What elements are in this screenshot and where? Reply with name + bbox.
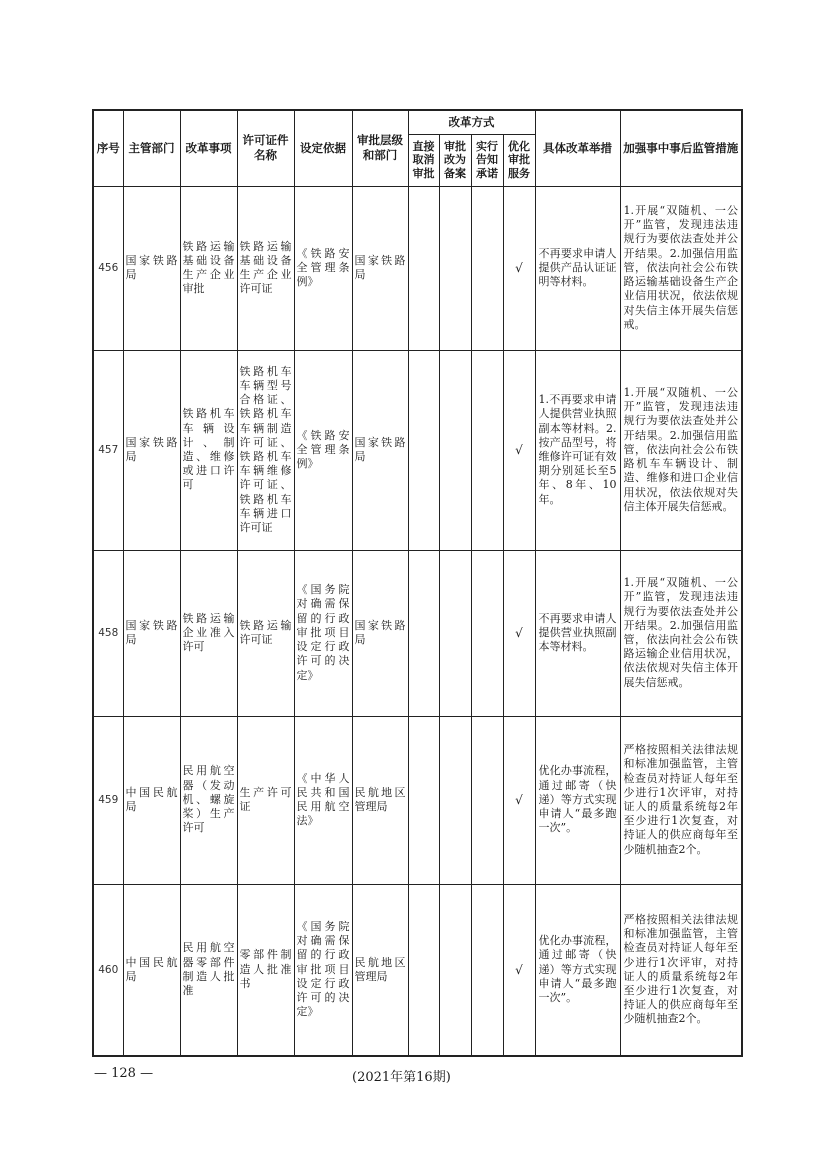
row-mode-notify <box>471 186 503 350</box>
row-basis: 《中华人民共和国民用航空法》 <box>296 771 350 828</box>
header-dept: 主管部门 <box>123 110 180 186</box>
row-level: 民航地区管理局 <box>354 785 406 813</box>
reform-table <box>92 109 743 1057</box>
row-measures: 不再要求申请人提供营业执照副本等材料。 <box>538 611 617 654</box>
row-dept: 中国民航局 <box>125 785 178 813</box>
row-license: 零部件制造人批准书 <box>239 948 292 990</box>
header-basis: 设定依据 <box>294 110 352 186</box>
header-item: 改革事项 <box>180 110 237 186</box>
row-supervision: 1.开展“双随机、一公开”监管，发现违法违规行为要依法查处并公开结果。2.加强信用监管，依法向社会公布铁路机车车辆设计、制造、维修和进口企业信用状况，依法依规对失信主体开展失信惩戒。 <box>623 386 738 513</box>
row-seq: 456 <box>93 186 123 350</box>
row-seq: 459 <box>93 716 123 884</box>
row-mode-notify <box>471 884 503 1056</box>
table-row <box>93 186 742 350</box>
row-mode-optimize: √ <box>503 350 535 550</box>
row-measures: 1.不再要求申请人提供营业执照副本等材料。2.按产品型号，将维修许可证有效期分别延长至5年、8年、10年。 <box>538 393 617 506</box>
page-number: — 128 — <box>94 1066 154 1081</box>
header-license: 许可证件名称 <box>237 110 294 186</box>
row-dept: 国家铁路局 <box>125 435 178 463</box>
row-seq: 460 <box>93 884 123 1056</box>
header-supervision: 加强事中事后监管措施 <box>620 110 742 186</box>
header-mode-direct: 直接取消审批 <box>408 134 439 186</box>
row-level: 国家铁路局 <box>354 618 406 646</box>
row-mode-filing <box>439 350 471 550</box>
table-row <box>93 350 742 550</box>
row-dept: 中国民航局 <box>125 955 178 983</box>
row-basis: 《铁路安全管理条例》 <box>296 246 350 289</box>
row-mode-optimize: √ <box>503 550 535 716</box>
row-license: 铁路机车车辆型号合格证、铁路机车车辆制造许可证、铁路机车车辆维修许可证、铁路机车车辆进口许可证 <box>239 364 292 535</box>
row-mode-direct <box>408 186 439 350</box>
row-mode-optimize: √ <box>503 186 535 350</box>
row-item: 铁路运输企业准入许可 <box>182 611 235 654</box>
row-license: 生产许可证 <box>239 785 292 813</box>
row-mode-filing <box>439 186 471 350</box>
row-mode-notify <box>471 350 503 550</box>
row-basis: 《铁路安全管理条例》 <box>296 428 350 471</box>
row-mode-notify <box>471 716 503 884</box>
row-mode-notify <box>471 550 503 716</box>
row-mode-direct <box>408 716 439 884</box>
table-row <box>93 716 742 884</box>
header-mode-notify: 实行告知承诺 <box>471 134 503 186</box>
row-measures: 不再要求申请人提供产品认证证明等材料。 <box>538 246 617 289</box>
row-level: 国家铁路局 <box>354 253 406 281</box>
row-supervision: 1.开展“双随机、一公开”监管，发现违法违规行为要依法查处并公开结果。2.加强信用监管，依法向社会公布铁路运输基础设备生产企业信用状况，依法依规对失信主体开展失信惩戒。 <box>623 204 738 331</box>
row-item: 铁路机车车辆设计、制造、维修或进口许可 <box>182 407 235 492</box>
header-reform-group: 改革方式 <box>408 110 535 134</box>
row-item: 民用航空器零部件制造人批准 <box>182 941 235 997</box>
header-seq: 序号 <box>93 110 123 186</box>
row-dept: 国家铁路局 <box>125 618 178 646</box>
row-mode-direct <box>408 550 439 716</box>
row-supervision: 1.开展“双随机、一公开”监管，发现违法违规行为要依法查处并公开结果。2.加强信用监管，依法向社会公布铁路运输企业信用状况，依法依规对失信主体开展失信惩戒。 <box>623 576 738 689</box>
row-measures: 优化办事流程，通过邮寄（快递）等方式实现申请人“最多跑一次”。 <box>538 934 617 1005</box>
row-supervision: 严格按照相关法律法规和标准加强监管，主管检查员对持证人每年至少进行1次评审，对持证人的质量系统每2年至少进行1次复查，对持证人的供应商每年至少随机抽查2个。 <box>623 743 738 856</box>
issue-label: (2021年第16期) <box>352 1070 451 1085</box>
row-level: 民航地区管理局 <box>354 955 406 983</box>
row-item: 铁路运输基础设备生产企业审批 <box>182 239 235 296</box>
row-seq: 458 <box>93 550 123 716</box>
row-mode-direct <box>408 884 439 1056</box>
row-measures: 优化办事流程，通过邮寄（快递）等方式实现申请人“最多跑一次”。 <box>538 764 617 835</box>
table-row <box>93 550 742 716</box>
table-row <box>93 884 742 1056</box>
row-mode-optimize: √ <box>503 716 535 884</box>
row-license: 铁路运输许可证 <box>239 618 292 646</box>
row-mode-optimize: √ <box>503 884 535 1056</box>
row-basis: 《国务院对确需保留的行政审批项目设定行政许可的决定》 <box>296 920 350 1019</box>
row-mode-filing <box>439 550 471 716</box>
row-basis: 《国务院对确需保留的行政审批项目设定行政许可的决定》 <box>296 583 350 682</box>
row-supervision: 严格按照相关法律法规和标准加强监管，主管检查员对持证人每年至少进行1次评审，对持证人的质量系统每2年至少进行1次复查，对持证人的供应商每年至少随机抽查2个。 <box>623 912 738 1026</box>
row-license: 铁路运输基础设备生产企业许可证 <box>239 239 292 296</box>
row-level: 国家铁路局 <box>354 435 406 463</box>
header-measures: 具体改革举措 <box>535 110 620 186</box>
row-mode-direct <box>408 350 439 550</box>
row-dept: 国家铁路局 <box>125 253 178 281</box>
header-level: 审批层级和部门 <box>352 110 408 186</box>
row-seq: 457 <box>93 350 123 550</box>
header-mode-filing: 审批改为备案 <box>439 134 471 186</box>
row-mode-filing <box>439 884 471 1056</box>
row-mode-filing <box>439 716 471 884</box>
row-item: 民用航空器（发动机、螺旋桨）生产许可 <box>182 764 235 835</box>
header-mode-optimize: 优化审批服务 <box>503 134 535 186</box>
